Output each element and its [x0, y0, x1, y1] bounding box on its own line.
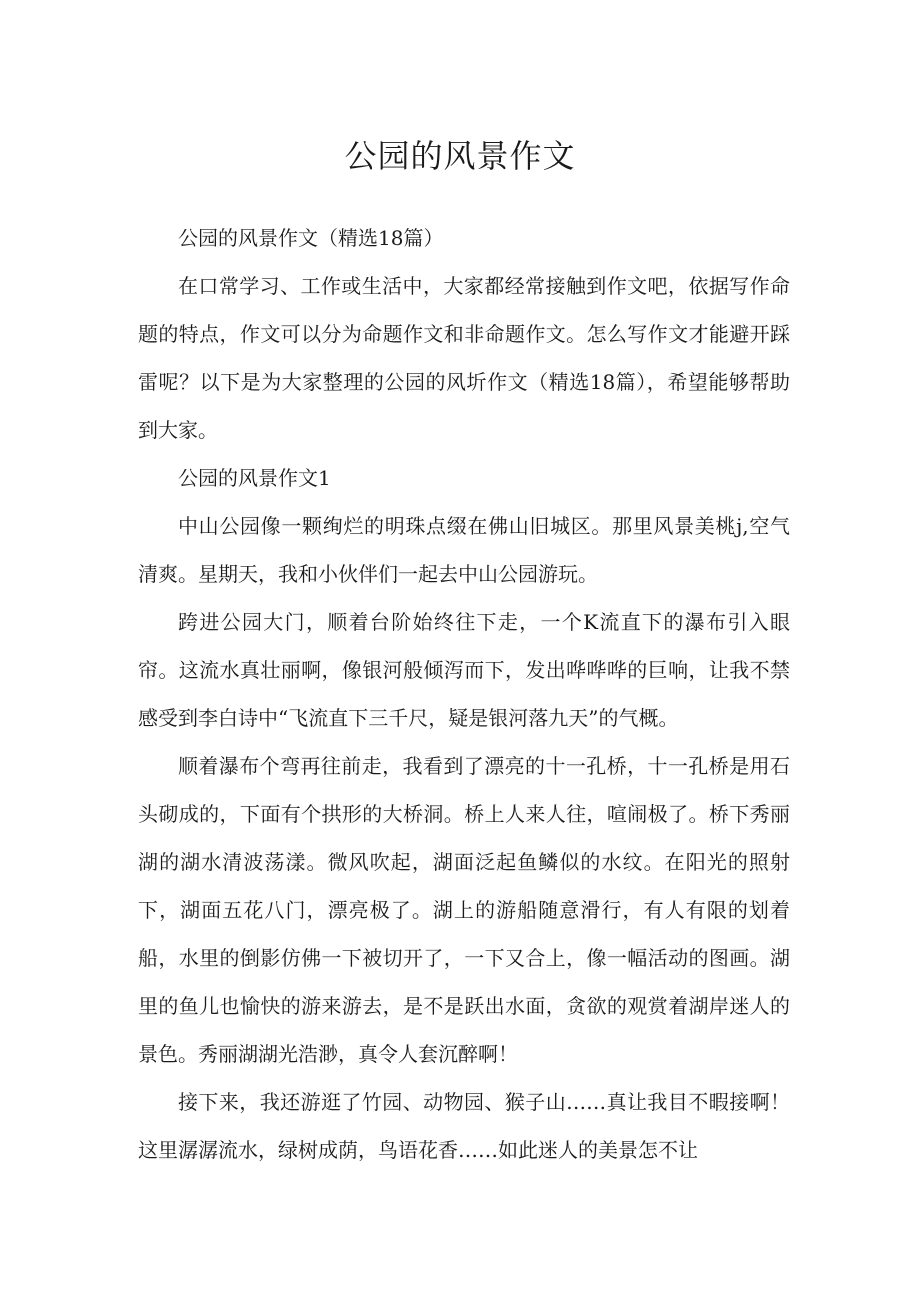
intro-paragraph: 在口常学习、工作或生活中，大家都经常接触到作文吧，依据写作命题的特点，作文可以分为命题作文和非命题作文。怎么写作文才能避开踩雷呢？以下是为大家整理的公园的风圻作文（精选18篇），希望能够帮助到大家。 — [138, 274, 790, 442]
body-paragraph: 跨进公园大门，顺着台阶始终往下走，一个K流直下的瀑布引入眼帘。这流水真壮丽啊，像银河般倾泻而下，发出哗哗哗的巨响，让我不禁感受到李白诗中“飞流直下三千尺，疑是银河落九天”的气概。 — [138, 610, 790, 730]
body-paragraph: 中山公园像一颗绚烂的明珠点缀在佛山旧城区。那里风景美桃j,空气清爽。星期天，我和小伙伴们一起去中山公园游玩。 — [138, 514, 790, 586]
document-subtitle: 公园的风景作文（精选18篇） — [178, 226, 444, 250]
document-body — [138, 214, 790, 1174]
body-paragraph: 接下来，我还游逛了竹园、动物园、猴子山……真让我目不暇接啊！这里潺潺流水，绿树成荫，鸟语花香……如此迷人的美景怎不让 — [138, 1090, 790, 1162]
body-paragraph: 顺着瀑布个弯再往前走，我看到了漂亮的十一孔桥，十一孔桥是用石头砌成的，下面有个拱形的大桥洞。桥上人来人往，喧闹极了。桥下秀丽湖的湖水清波荡漾。微风吹起，湖面泛起鱼鳞似的水纹。在阳光的照射下，湖面五花八门，漂亮极了。湖上的游船随意滑行，有人有限的划着船，水里的倒影仿佛一下被切开了，一下又合上，像一幅活动的图画。湖里的鱼儿也愉快的游来游去，是不是跃出水面，贪欲的观赏着湖岸迷人的景色。秀丽湖湖光浩渺，真令人套沉醉啊！ — [138, 754, 790, 1066]
essay-heading: 公园的风景作文1 — [178, 466, 331, 490]
page-title: 公园的风景作文 — [344, 137, 576, 175]
